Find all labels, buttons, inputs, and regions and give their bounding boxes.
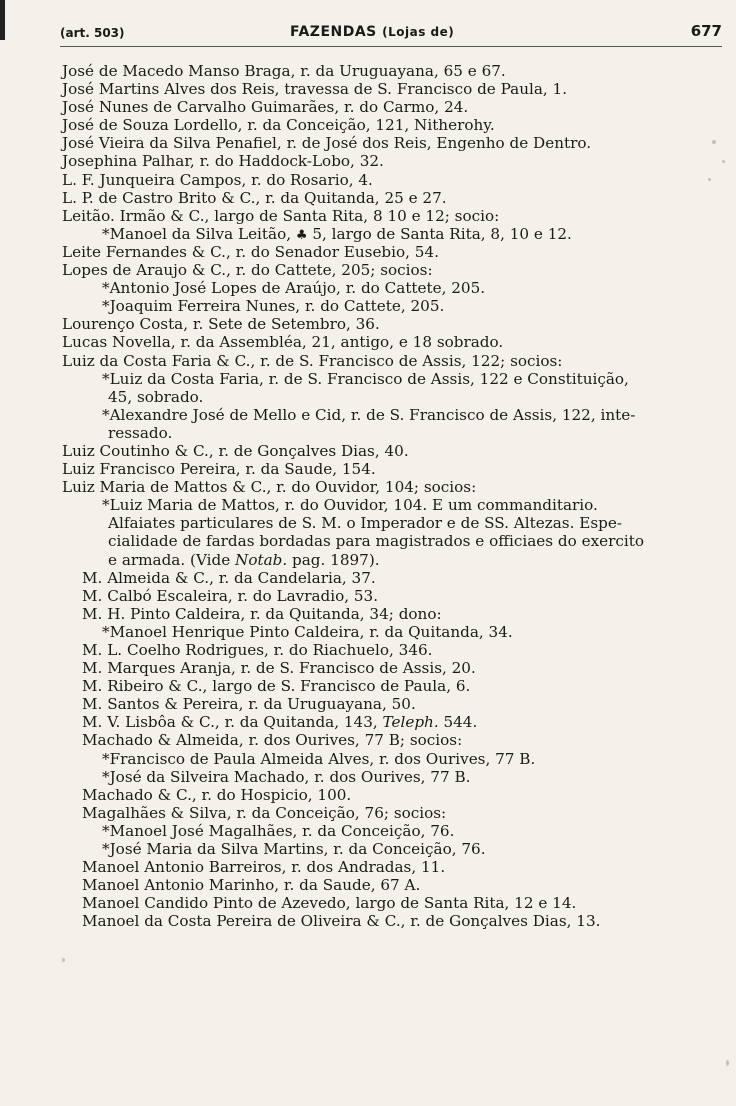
directory-entry-line [0, 641, 736, 659]
directory-entry-line [0, 768, 736, 786]
entry-text: M. V. Lisbôa & C., r. da Quitanda, 143, [82, 713, 383, 732]
entry-text: e armada. (Vide [108, 550, 236, 569]
directory-entry-line [0, 152, 736, 170]
directory-entry-line [0, 605, 736, 623]
directory-entry-line [0, 695, 736, 713]
directory-entry-line [0, 406, 736, 424]
section-title-main: FAZENDAS [290, 24, 377, 40]
directory-entry-line [0, 261, 736, 279]
entry-italic-text: Notab. [235, 550, 288, 569]
directory-entry-line [0, 478, 736, 496]
article-reference: (art. 503) [60, 26, 125, 40]
page-header [10, 22, 722, 46]
directory-entry-line [0, 297, 736, 315]
entry-text: Magalhães & Silva, r. da Conceição, 76; socios: [82, 803, 447, 822]
directory-entry-line [0, 587, 736, 605]
directory-entry-line [0, 731, 736, 749]
entry-text: Machado & C., r. do Hospicio, 100. [82, 785, 352, 804]
entry-text: L. F. Junqueira Campos, r. do Rosario, 4. [62, 170, 373, 189]
emblem-icon: ♣ [295, 227, 308, 243]
directory-entry-line [0, 822, 736, 840]
entry-text: cialidade de fardas bordadas para magistrados e officiaes do exercito [108, 532, 645, 551]
entry-text: Lopes de Araujo & C., r. do Cattete, 205; socios: [62, 261, 433, 280]
entry-text: Luiz Coutinho & C., r. de Gonçalves Dias, 40. [62, 441, 409, 460]
directory-entry-line [0, 659, 736, 677]
entry-text: 45, sobrado. [108, 387, 204, 406]
directory-entry-line [0, 713, 736, 731]
entry-text: 5, largo de Santa Rita, 8, 10 e 12. [307, 224, 572, 243]
entry-text: *Antonio José Lopes de Araújo, r. do Cattete, 205. [102, 279, 486, 298]
print-speck [722, 160, 725, 163]
directory-entry-line [0, 786, 736, 804]
entry-text: *Alexandre José de Mello e Cid, r. de S. Francisco de Assis, 122, inte- [102, 405, 636, 424]
print-speck [726, 1060, 729, 1066]
directory-entry-line [0, 804, 736, 822]
entry-text: M. Ribeiro & C., largo de S. Francisco de Paula, 6. [82, 677, 471, 696]
entry-text: Lourenço Costa, r. Sete de Setembro, 36. [62, 315, 380, 334]
entry-text: José Nunes de Carvalho Guimarães, r. do Carmo, 24. [62, 98, 469, 117]
print-speck [62, 958, 65, 962]
directory-entry-line [0, 189, 736, 207]
print-speck [712, 140, 716, 144]
entry-text: Manoel Antonio Barreiros, r. dos Andradas, 11. [82, 858, 446, 877]
entry-text: M. H. Pinto Caldeira, r. da Quitanda, 34; dono: [82, 604, 442, 623]
entry-text: *Manoel Henrique Pinto Caldeira, r. da Quitanda, 34. [102, 622, 513, 641]
entry-text: *Francisco de Paula Almeida Alves, r. dos Ourives, 77 B. [102, 749, 536, 768]
directory-entry-line [0, 569, 736, 587]
entry-text: José Martins Alves dos Reis, travessa de S. Francisco de Paula, 1. [62, 80, 568, 99]
directory-entry-line [0, 551, 736, 569]
directory-entry-line [0, 424, 736, 442]
directory-entry-line [0, 858, 736, 876]
directory-entry-line [0, 80, 736, 98]
entry-text: *Manoel da Silva Leitão, [102, 224, 296, 243]
page-edge-mark [0, 0, 5, 40]
entry-text: José Vieira da Silva Penafiel, r. de José dos Reis, Engenho de Dentro. [62, 134, 592, 153]
directory-entries [0, 62, 736, 931]
directory-entry-line [0, 370, 736, 388]
entry-text: Manoel Candido Pinto de Azevedo, largo de Santa Rita, 12 e 14. [82, 894, 577, 913]
directory-entry-line [0, 532, 736, 550]
section-title-sub: (Lojas de) [382, 25, 455, 39]
entry-text: M. Santos & Pereira, r. da Uruguayana, 50. [82, 695, 416, 714]
directory-entry-line [0, 207, 736, 225]
directory-entry-line [0, 514, 736, 532]
print-speck [708, 178, 711, 181]
entry-text: pag. 1897). [287, 550, 380, 569]
entry-text: M. Calbó Escaleira, r. do Lavradio, 53. [82, 586, 379, 605]
page-number: 677 [690, 22, 722, 40]
directory-entry-line [0, 98, 736, 116]
entry-text: Manoel da Costa Pereira de Oliveira & C., r. de Gonçalves Dias, 13. [82, 912, 601, 931]
directory-entry-line [0, 333, 736, 351]
entry-text: Luiz da Costa Faria & C., r. de S. Francisco de Assis, 122; socios: [62, 351, 563, 370]
directory-entry-line [0, 243, 736, 261]
directory-entry-line [0, 62, 736, 80]
directory-entry-line [0, 677, 736, 695]
directory-entry-line [0, 750, 736, 768]
entry-text: *Joaquim Ferreira Nunes, r. do Cattete, 205. [102, 297, 445, 316]
directory-entry-line [0, 876, 736, 894]
directory-entry-line [0, 171, 736, 189]
entry-text: Luiz Maria de Mattos & C., r. do Ouvidor, 104; socios: [62, 478, 477, 497]
entry-text: Leitão. Irmão & C., largo de Santa Rita, 8 10 e 12; socio: [62, 206, 500, 225]
directory-entry-line [0, 352, 736, 370]
entry-text: *José Maria da Silva Martins, r. da Conceição, 76. [102, 840, 486, 859]
entry-text: *José da Silveira Machado, r. dos Ourives, 77 B. [102, 767, 471, 786]
entry-text: *Luiz Maria de Mattos, r. do Ouvidor, 104. E um commanditario. [102, 496, 598, 515]
directory-entry-line [0, 442, 736, 460]
entry-text: Luiz Francisco Pereira, r. da Saude, 154. [62, 460, 376, 479]
directory-entry-line [0, 623, 736, 641]
entry-text: José de Macedo Manso Braga, r. da Uruguayana, 65 e 67. [62, 62, 506, 80]
entry-text: 544. [438, 713, 478, 732]
directory-entry-line [0, 894, 736, 912]
directory-entry-line [0, 460, 736, 478]
entry-text: Lucas Novella, r. da Assembléa, 21, antigo, e 18 sobrado. [62, 333, 504, 352]
section-title [290, 24, 454, 40]
directory-entry-line [0, 912, 736, 930]
directory-entry-line [0, 134, 736, 152]
entry-text: L. P. de Castro Brito & C., r. da Quitanda, 25 e 27. [62, 188, 447, 207]
directory-entry-line [0, 496, 736, 514]
entry-text: José de Souza Lordello, r. da Conceição, 121, Nitherohy. [62, 116, 495, 135]
directory-entry-line [0, 388, 736, 406]
entry-text: ressado. [108, 423, 173, 442]
entry-text: M. Almeida & C., r. da Candelaria, 37. [82, 568, 376, 587]
entry-italic-text: Teleph. [382, 713, 439, 732]
directory-entry-line [0, 315, 736, 333]
entry-text: Machado & Almeida, r. dos Ourives, 77 B; socios: [82, 731, 463, 750]
entry-text: Manoel Antonio Marinho, r. da Saude, 67 A. [82, 876, 421, 895]
directory-entry-line [0, 279, 736, 297]
entry-text: Leite Fernandes & C., r. do Senador Eusebio, 54. [62, 242, 439, 261]
entry-text: *Manoel José Magalhães, r. da Conceição, 76. [102, 821, 455, 840]
header-rule [60, 46, 722, 47]
entry-text: Alfaiates particulares de S. M. o Imperador e de SS. Altezas. Espe- [108, 514, 622, 533]
entry-text: *Luiz da Costa Faria, r. de S. Francisco de Assis, 122 e Constituição, [102, 369, 629, 388]
directory-entry-line [0, 840, 736, 858]
entry-text: Josephina Palhar, r. do Haddock-Lobo, 32. [62, 152, 384, 171]
entry-text: M. L. Coelho Rodrigues, r. do Riachuelo, 346. [82, 641, 433, 659]
directory-entry-line [0, 225, 736, 243]
directory-entry-line [0, 116, 736, 134]
entry-text: M. Marques Aranja, r. de S. Francisco de Assis, 20. [82, 659, 476, 678]
